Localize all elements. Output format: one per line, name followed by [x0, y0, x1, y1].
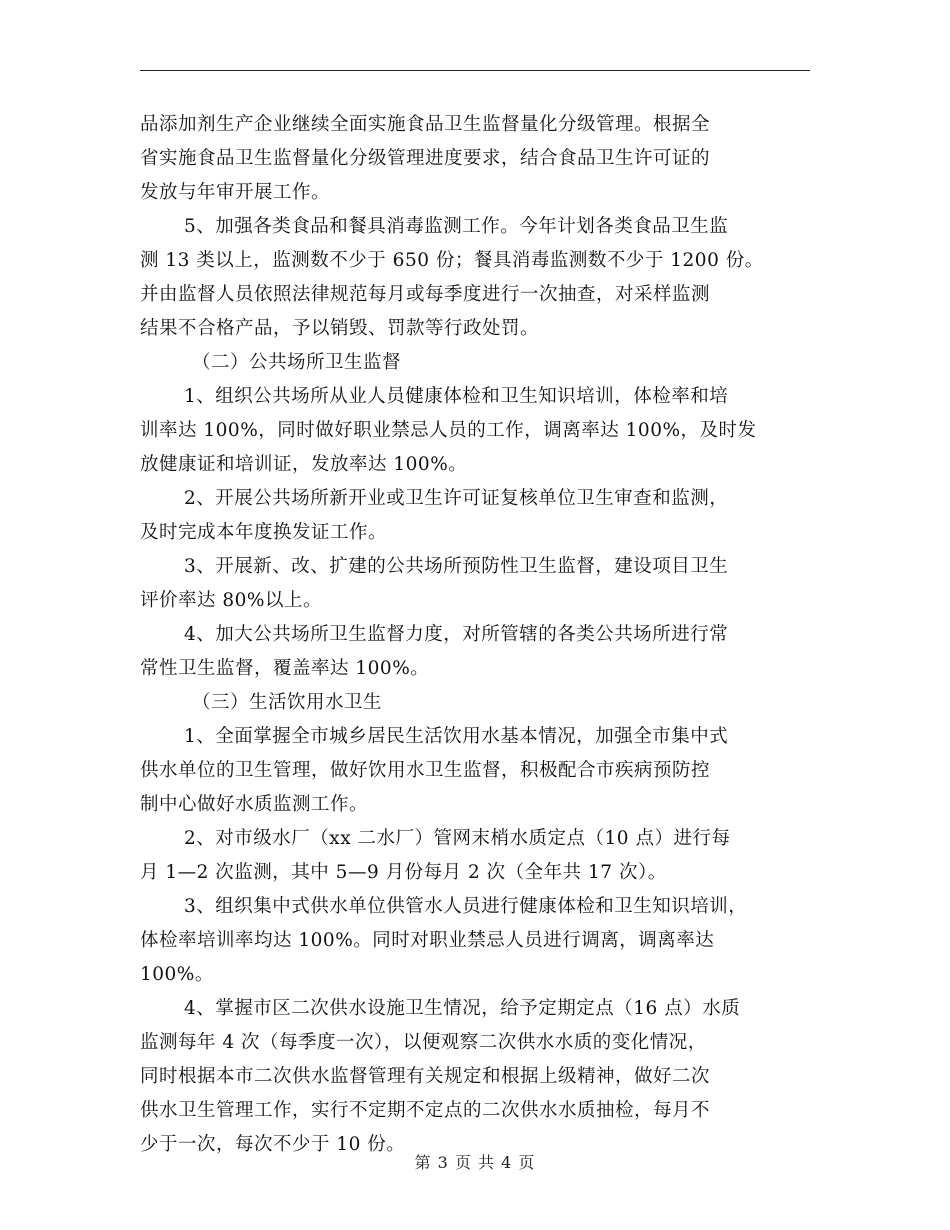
paragraph-line: 常性卫生监督，覆盖率达 100%。: [140, 658, 430, 679]
paragraph-line: 测 13 类以上，监测数不少于 650 份；餐具消毒监测数不少于 1200 份。: [140, 250, 764, 271]
paragraph-line: 训率达 100%，同时做好职业禁忌人员的工作，调离率达 100%，及时发: [140, 420, 757, 441]
paragraph-line: 放健康证和培训证，发放率达 100%。: [140, 454, 468, 475]
section-heading: （三）生活饮用水卫生: [192, 692, 383, 713]
paragraph-line: 体检率培训率均达 100%。同时对职业禁忌人员进行调离，调离率达: [140, 930, 715, 951]
paragraph-line: 2、对市级水厂（xx 二水厂）管网末梢水质定点（10 点）进行每: [184, 828, 731, 849]
paragraph-line: 省实施食品卫生监督量化分级管理进度要求，结合食品卫生许可证的: [140, 148, 711, 169]
paragraph-line: 100%。: [140, 964, 214, 985]
paragraph-line: 1、全面掌握全市城乡居民生活饮用水基本情况，加强全市集中式: [184, 726, 729, 747]
paragraph-line: 品添加剂生产企业继续全面实施食品卫生监督量化分级管理。根据全: [140, 114, 711, 135]
paragraph-line: 2、开展公共场所新开业或卫生许可证复核单位卫生审查和监测，: [184, 488, 729, 509]
paragraph-line: 供水卫生管理工作，实行不定期不定点的二次供水水质抽检，每月不: [140, 1100, 711, 1121]
paragraph-line: 月 1—2 次监测，其中 5—9 月份每月 2 次（全年共 17 次）。: [140, 862, 667, 883]
header-rule: [140, 70, 810, 71]
paragraph-line: 4、加大公共场所卫生监督力度，对所管辖的各类公共场所进行常: [184, 624, 729, 645]
paragraph-line: 3、组织集中式供水单位供管水人员进行健康体检和卫生知识培训，: [184, 896, 748, 917]
paragraph-line: 监测每年 4 次（每季度一次），以便观察二次供水水质的变化情况，: [140, 1032, 707, 1053]
paragraph-line: 同时根据本市二次供水监督管理有关规定和根据上级精神，做好二次: [140, 1066, 711, 1087]
paragraph-line: 供水单位的卫生管理，做好饮用水卫生监督，积极配合市疾病预防控: [140, 760, 711, 781]
paragraph-line: 结果不合格产品，予以销毁、罚款等行政处罚。: [140, 318, 540, 339]
page-number-footer: 第 3 页 共 4 页: [414, 1153, 536, 1172]
document-body: [140, 108, 815, 1162]
paragraph-line: 发放与年审开展工作。: [140, 182, 331, 203]
section-heading: （二）公共场所卫生监督: [192, 352, 402, 373]
paragraph-line: 5、加强各类食品和餐具消毒监测工作。今年计划各类食品卫生监: [184, 216, 729, 237]
paragraph-line: 及时完成本年度换发证工作。: [140, 522, 388, 543]
paragraph-line: 3、开展新、改、扩建的公共场所预防性卫生监督，建设项目卫生: [184, 556, 729, 577]
paragraph-line: 制中心做好水质监测工作。: [140, 794, 369, 815]
paragraph-line: 1、组织公共场所从业人员健康体检和卫生知识培训，体检率和培: [184, 386, 729, 407]
paragraph-line: 4、掌握市区二次供水设施卫生情况，给予定期定点（16 点）水质: [184, 998, 741, 1019]
paragraph-line: 少于一次，每次不少于 10 份。: [140, 1134, 406, 1155]
paragraph-line: 评价率达 80%以上。: [140, 590, 323, 611]
paragraph-line: 并由监督人员依照法律规范每月或每季度进行一次抽查，对采样监测: [140, 284, 711, 305]
